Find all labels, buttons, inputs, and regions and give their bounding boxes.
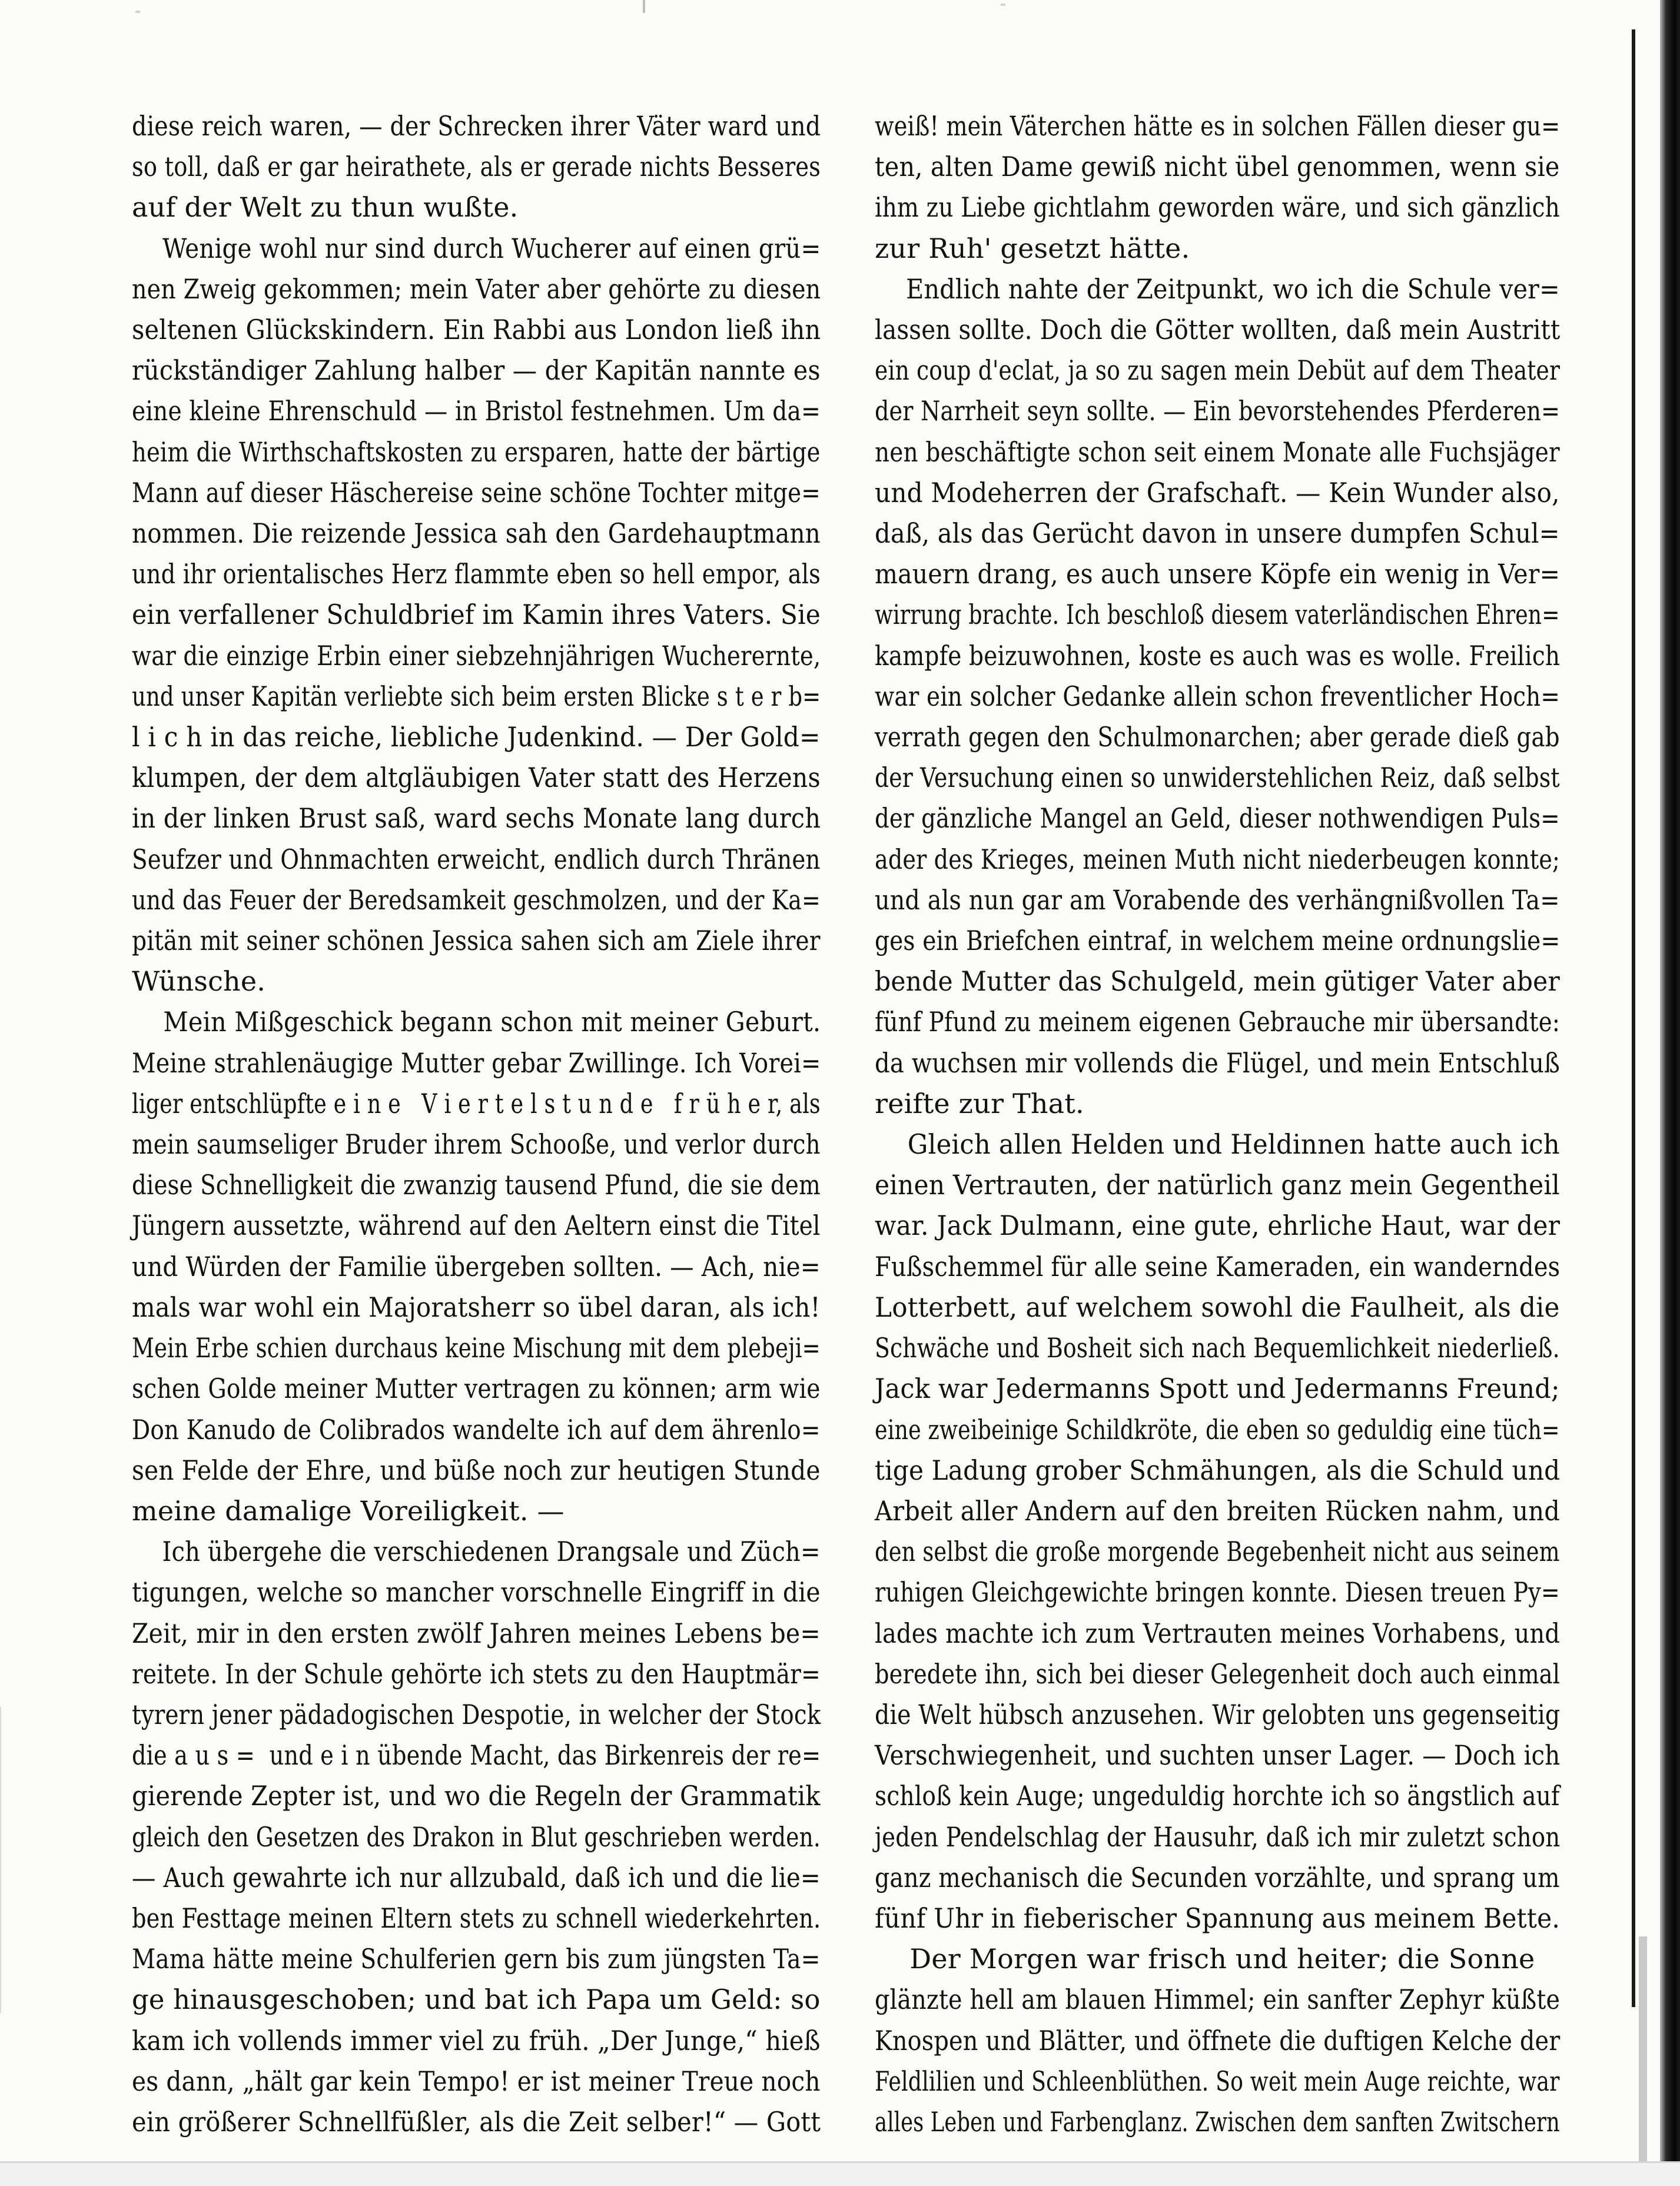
left-text-column (132, 106, 821, 2142)
text-line: auf der Welt zu thun wußte. (132, 191, 519, 224)
text-line: l i c h in das reiche, liebliche Judenkind. — Der Gold= (132, 721, 821, 753)
text-line: reifte zur That. (875, 1087, 1084, 1119)
text-line: gierende Zepter ist, und wo die Regeln der Grammatik (132, 1780, 821, 1812)
text-line: liger entschlüpfte e i n e V i e r t e l s t u n d e f r ü h e r, als (132, 1087, 821, 1119)
text-line: Endlich nahte der Zeitpunkt, wo ich die Schule ver= (875, 273, 1560, 305)
text-line: Mama hätte meine Schulferien gern bis zum jüngsten Ta= (132, 1943, 821, 1975)
text-line: tige Ladung grober Schmähungen, als die Schuld und (875, 1454, 1561, 1486)
text-line: ader des Krieges, meinen Muth nicht niederbeugen konnte; (875, 843, 1561, 875)
text-line: Feldlilien und Schleenblüthen. So weit mein Auge reichte, war (875, 2065, 1560, 2097)
scan-mark (643, 0, 645, 13)
text-line: und Würden der Familie übergeben sollten. — Ach, nie= (132, 1250, 821, 1283)
text-line: Jack war Jedermanns Spott und Jedermanns Freund; (875, 1373, 1560, 1405)
text-line: klumpen, der dem altgläubigen Vater statt des Herzens (132, 762, 821, 794)
text-line: heim die Wirthschaftskosten zu ersparen, hatte der bärtige (132, 436, 821, 468)
text-line: seltenen Glückskindern. Ein Rabbi aus London ließ ihn (132, 314, 821, 346)
text-line: Meine strahlenäugige Mutter gebar Zwillinge. Ich Vorei= (132, 1047, 821, 1079)
binding-edge (1639, 1936, 1647, 2186)
text-line: Gleich allen Helden und Heldinnen hatte auch ich (875, 1128, 1560, 1161)
text-line: rückständiger Zahlung halber — der Kapitän nannte es (132, 354, 821, 387)
text-line: mals war wohl ein Majoratsherr so übel daran, als ich! (132, 1291, 821, 1323)
text-line: beredete ihn, sich bei dieser Gelegenheit doch auch einmal (875, 1657, 1561, 1690)
text-line: der gänzliche Mangel an Geld, dieser nothwendigen Puls= (875, 802, 1560, 835)
text-line: tigungen, welche so mancher vorschnelle Eingriff in die (132, 1576, 821, 1609)
text-line: ein verfallener Schuldbrief im Kamin ihres Vaters. Sie (132, 599, 821, 631)
text-line: kampfe beizuwohnen, koste es auch was es wolle. Freilich (875, 639, 1561, 672)
text-line: einen Vertrauten, der natürlich ganz mein Gegentheil (875, 1169, 1560, 1201)
text-line: pitän mit seiner schönen Jessica sahen sich am Ziele ihrer (132, 925, 821, 957)
text-line: ben Festtage meinen Eltern stets zu schnell wiederkehrten. (132, 1902, 821, 1934)
text-line: reitete. In der Schule gehörte ich stets zu den Hauptmär= (132, 1657, 821, 1690)
text-line: eine zweibeinige Schildkröte, die eben so geduldig eine tüch= (875, 1413, 1560, 1446)
text-line: jeden Pendelschlag der Hausuhr, daß ich mir zuletzt schon (875, 1820, 1561, 1853)
text-line: es dann, „hält gar kein Tempo! er ist meiner Treue noch (132, 2065, 821, 2097)
text-line: Fußschemmel für alle seine Kameraden, ein wanderndes (875, 1250, 1561, 1283)
text-line: wirrung brachte. Ich beschloß diesem vaterländischen Ehren= (875, 599, 1560, 631)
text-line: nommen. Die reizende Jessica sah den Gardehauptmann (132, 517, 821, 550)
text-line: Zeit, mir in den ersten zwölf Jahren meines Lebens be= (132, 1617, 821, 1649)
text-line: sen Felde der Ehre, und büße noch zur heutigen Stunde (132, 1454, 821, 1486)
text-line: verrath gegen den Schulmonarchen; aber gerade dieß gab (875, 721, 1560, 753)
text-line: mein saumseliger Bruder ihrem Schooße, und verlor durch (132, 1128, 821, 1161)
text-line: Don Kanudo de Colibrados wandelte ich auf dem ährenlo= (132, 1413, 821, 1446)
text-line: und als nun gar am Vorabende des verhängnißvollen Ta= (875, 883, 1560, 916)
page-bottom-margin (0, 2163, 1680, 2186)
text-line: und Modeherren der Grafschaft. — Kein Wunder also, (875, 476, 1560, 509)
text-line: Lotterbett, auf welchem sowohl die Faulheit, als die (875, 1291, 1560, 1323)
text-line: Wenige wohl nur sind durch Wucherer auf einen grü= (132, 232, 821, 264)
text-line: bende Mutter das Schulgeld, mein gütiger Vater aber (875, 965, 1560, 998)
text-line: Der Morgen war frisch und heiter; die Sonne (875, 1943, 1535, 1975)
text-line: Wünsche. (132, 965, 266, 998)
right-text-column (875, 106, 1560, 2142)
text-line: war ein solcher Gedanke allein schon freventlicher Hoch= (875, 680, 1561, 712)
text-line: fünf Pfund zu meinem eigenen Gebrauche mir übersandte: (875, 1006, 1561, 1038)
binding-shadow (1660, 0, 1680, 2186)
text-line: ein größerer Schnellfüßler, als die Zeit selber!“ — Gott (132, 2105, 821, 2138)
text-line: daß, als das Gerücht davon in unsere dumpfen Schul= (875, 517, 1560, 550)
text-line: — Auch gewahrte ich nur allzubald, daß ich und die lie= (132, 1861, 821, 1893)
text-line: eine kleine Ehrenschuld — in Bristol festnehmen. Um da= (132, 395, 821, 427)
binding-rule (1632, 29, 1635, 2007)
text-line: schloß kein Auge; ungeduldig horchte ich so ängstlich auf (875, 1780, 1560, 1812)
text-line: Schwäche und Bosheit sich nach Bequemlichkeit niederließ. (875, 1332, 1560, 1364)
text-line: glänzte hell am blauen Himmel; ein sanfter Zephyr küßte (875, 1984, 1561, 2016)
text-line: ten, alten Dame gewiß nicht übel genommen, wenn sie (875, 151, 1560, 183)
text-line: weiß! mein Väterchen hätte es in solchen Fällen dieser gu= (875, 110, 1561, 142)
text-line: lades machte ich zum Vertrauten meines Vorhabens, und (875, 1617, 1561, 1649)
scan-speck (135, 11, 140, 13)
text-line: lassen sollte. Doch die Götter wollten, daß mein Austritt (875, 314, 1561, 346)
text-line: ihm zu Liebe gichtlahm geworden wäre, und sich gänzlich (875, 191, 1560, 224)
text-line: diese Schnelligkeit die zwanzig tausend Pfund, die sie dem (132, 1169, 821, 1201)
text-line: der Versuchung einen so unwiderstehlichen Reiz, daß selbst (875, 762, 1560, 794)
scan-speck (1001, 4, 1005, 6)
text-line: Ich übergehe die verschiedenen Drangsale und Züch= (132, 1536, 821, 1568)
text-line: nen beschäftigte schon seit einem Monate alle Fuchsjäger (875, 436, 1560, 468)
text-line: da wuchsen mir vollends die Flügel, und mein Entschluß (875, 1047, 1561, 1079)
text-line: Mann auf dieser Häschereise seine schöne Tochter mitge= (132, 476, 821, 509)
text-line: Jüngern aussetzte, während auf den Aeltern einst die Titel (132, 1210, 821, 1242)
text-line: ganz mechanisch die Secunden vorzählte, und sprang um (875, 1861, 1560, 1893)
text-line: den selbst die große morgende Begebenheit nicht aus seinem (875, 1536, 1560, 1568)
text-line: in der linken Brust saß, ward sechs Monate lang durch (132, 802, 821, 835)
text-line: ein coup d'eclat, ja so zu sagen mein Debüt auf dem Theater (875, 354, 1561, 387)
text-line: diese reich waren, — der Schrecken ihrer Väter ward und (132, 110, 821, 142)
text-line: der Narrheit seyn sollte. — Ein bevorstehendes Pferderen= (875, 395, 1561, 427)
text-line: meine damalige Voreiligkeit. — (132, 1494, 565, 1527)
text-line: zur Ruh' gesetzt hätte. (875, 232, 1190, 264)
text-line: Mein Mißgeschick begann schon mit meiner Geburt. (132, 1006, 821, 1038)
text-line: Verschwiegenheit, und suchten unser Lager. — Doch ich (875, 1739, 1561, 1772)
text-line: Arbeit aller Andern auf den breiten Rücken nahm, und (875, 1494, 1561, 1527)
text-line: die Welt hübsch anzusehen. Wir gelobten uns gegenseitig (875, 1698, 1561, 1730)
text-line: schen Golde meiner Mutter vertragen zu können; arm wie (132, 1373, 821, 1405)
text-line: ruhigen Gleichgewichte bringen konnte. Diesen treuen Py= (875, 1576, 1560, 1609)
text-line: gleich den Gesetzen des Drakon in Blut geschrieben werden. (132, 1820, 821, 1853)
text-line: ge hinausgeschoben; und bat ich Papa um Geld: so (132, 1984, 821, 2016)
text-line: und unser Kapitän verliebte sich beim ersten Blicke s t e r b= (132, 680, 821, 712)
text-line: mauern drang, es auch unsere Köpfe ein wenig in Ver= (875, 558, 1561, 590)
text-line: tyrern jener pädadogischen Despotie, in welcher der Stock (132, 1698, 821, 1730)
text-line: kam ich vollends immer viel zu früh. „Der Junge,“ hieß (132, 2024, 821, 2057)
text-line: war. Jack Dulmann, eine gute, ehrliche Haut, war der (875, 1210, 1561, 1242)
text-line: so toll, daß er gar heirathete, als er gerade nichts Besseres (132, 151, 821, 183)
text-line: nen Zweig gekommen; mein Vater aber gehörte zu diesen (132, 273, 821, 305)
text-line: ges ein Briefchen eintraf, in welchem meine ordnungslie= (875, 925, 1561, 957)
text-line: alles Leben und Farbenglanz. Zwischen dem sanften Zwitschern (875, 2105, 1560, 2138)
text-line: und das Feuer der Beredsamkeit geschmolzen, und der Ka= (132, 883, 821, 916)
text-line: Knospen und Blätter, und öffnete die duftigen Kelche der (875, 2024, 1561, 2057)
text-line: die a u s = und e i n übende Macht, das Birkenreis der re= (132, 1739, 821, 1772)
text-line: Seufzer und Ohnmachten erweicht, endlich durch Thränen (132, 843, 821, 875)
text-line: Mein Erbe schien durchaus keine Mischung mit dem plebeji= (132, 1332, 821, 1364)
text-line: war die einzige Erbin einer siebzehnjährigen Wucherernte, (132, 639, 821, 672)
text-line: und ihr orientalisches Herz flammte eben so hell empor, als (132, 558, 821, 590)
text-line: fünf Uhr in fieberischer Spannung aus meinem Bette. (875, 1902, 1560, 1934)
page-edge-shadow (0, 1707, 1, 2013)
